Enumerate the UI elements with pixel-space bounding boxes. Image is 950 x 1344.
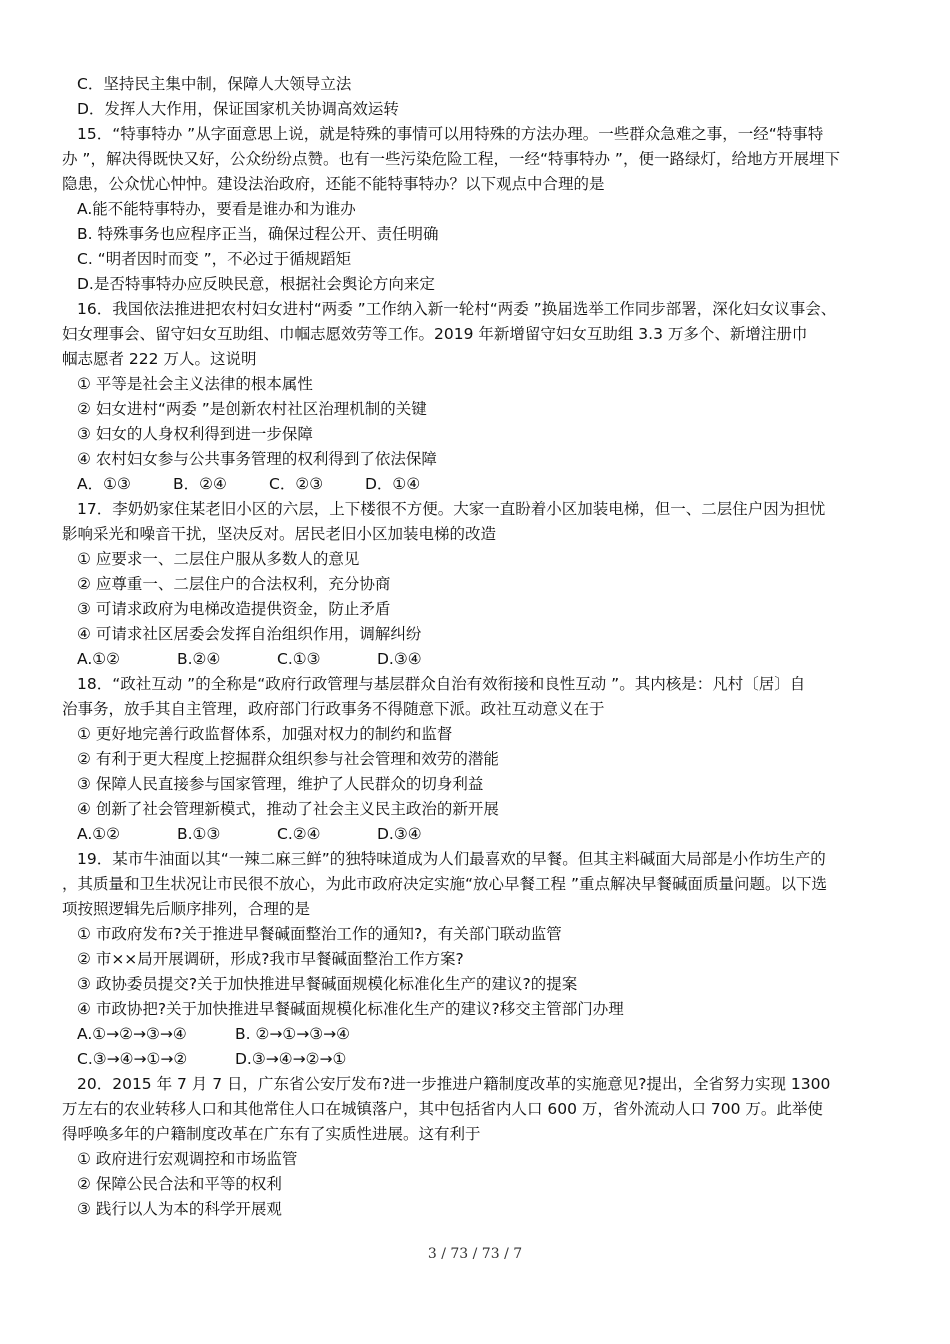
q17-item-3: ③ 可请求政府为电梯改造提供资金，防止矛盾 <box>77 600 391 618</box>
q16-stem-line: 妇女理事会、留守妇女互助组、巾帼志愿效劳等工作。2019 年新增留守妇女互助组 3.3 万多个、新增注册巾 <box>62 325 808 343</box>
q17-choice-c: C.①③ <box>277 650 321 668</box>
q19-stem-line: ，其质量和卫生状况让市民很不放心，为此市政府决定实施“放心早餐工程 ”重点解决早餐碱面质量问题。以下选 <box>62 875 827 893</box>
q18-item-2: ② 有利于更大程度上挖掘群众组织参与社会管理和效劳的潜能 <box>77 750 499 768</box>
q16-choice-c: C．②③ <box>269 475 324 493</box>
question-17 <box>62 497 888 672</box>
question-16 <box>62 297 888 497</box>
q18-stem-line: 18．“政社互动 ”的全称是“政府行政管理与基层群众自治有效衔接和良性互动 ”。其内核是：凡村〔居〕自 <box>77 675 806 693</box>
q19-item-2: ② 市××局开展调研，形成?我市早餐碱面整治工作方案? <box>77 950 464 968</box>
q18-item-3: ③ 保障人民直接参与国家管理，维护了人民群众的切身利益 <box>77 775 484 793</box>
q15-option-a: A.能不能特事特办，要看是谁办和为谁办 <box>77 200 356 218</box>
page-content <box>62 72 888 1222</box>
q16-choice-a: A．①③ <box>77 475 131 493</box>
q19-item-4: ④ 市政协把?关于加快推进早餐碱面规模化标准化生产的建议?移交主管部门办理 <box>77 1000 624 1018</box>
q15-option-c: C. “明者因时而变 ”，不必过于循规蹈矩 <box>77 250 352 268</box>
q19-choice-d: D.③→④→②→① <box>235 1050 347 1068</box>
question-20 <box>62 1072 888 1222</box>
q16-item-1: ① 平等是社会主义法律的根本属性 <box>77 375 313 393</box>
q19-item-3: ③ 政协委员提交?关于加快推进早餐碱面规模化标准化生产的建议?的提案 <box>77 975 578 993</box>
question-19 <box>62 847 888 1072</box>
q14-option-c: C．坚持民主集中制，保障人大领导立法 <box>77 75 352 93</box>
q18-stem-line: 治事务，放手其自主管理，政府部门行政事务不得随意下派。政社互动意义在于 <box>62 700 605 718</box>
q15-option-d: D.是否特事特办应反映民意，根据社会舆论方向来定 <box>77 275 435 293</box>
q18-choice-d: D.③④ <box>377 825 422 843</box>
q19-choice-a: A.①→②→③→④ <box>77 1025 187 1043</box>
question-15 <box>62 122 888 297</box>
q16-stem-line: 帼志愿者 222 万人。这说明 <box>62 350 257 368</box>
q20-item-3: ③ 践行以人为本的科学开展观 <box>77 1200 282 1218</box>
q17-item-4: ④ 可请求社区居委会发挥自治组织作用，调解纠纷 <box>77 625 422 643</box>
q17-item-1: ① 应要求一、二层住户服从多数人的意见 <box>77 550 360 568</box>
q18-choice-a: A.①② <box>77 825 121 843</box>
q18-item-4: ④ 创新了社会管理新模式，推动了社会主义民主政治的新开展 <box>77 800 499 818</box>
q16-choices <box>62 472 888 497</box>
q17-stem-line: 17．李奶奶家住某老旧小区的六层，上下楼很不方便。大家一直盼着小区加装电梯，但一、二层住户因为担忧 <box>77 500 826 518</box>
q16-choice-d: D．①④ <box>365 475 421 493</box>
q15-stem-line: 办 ”，解决得既快又好，公众纷纷点赞。也有一些污染危险工程，一经“特事特办 ”，便一路绿灯，给地方开展埋下 <box>62 150 840 168</box>
q20-stem-line: 万左右的农业转移人口和其他常住人口在城镇落户，其中包括省内人口 600 万，省外流动人口 700 万。此举使 <box>62 1100 823 1118</box>
q20-item-1: ① 政府进行宏观调控和市场监管 <box>77 1150 298 1168</box>
question-18 <box>62 672 888 847</box>
q15-stem-line: 隐患，公众忧心忡忡。建设法治政府，还能不能特事特办？以下观点中合理的是 <box>62 175 605 193</box>
q19-choice-c: C.③→④→①→② <box>77 1050 188 1068</box>
q19-choice-b: B. ②→①→③→④ <box>235 1025 351 1043</box>
q20-stem-line: 20．2015 年 7 月 7 日，广东省公安厅发布?进一步推进户籍制度改革的实施意见?提出，全省努力实现 1300 <box>77 1075 831 1093</box>
q14-options <box>62 72 888 122</box>
q16-stem-line: 16．我国依法推进把农村妇女进村“两委 ”工作纳入新一轮村“两委 ”换届选举工作同步部署，深化妇女议事会、 <box>77 300 837 318</box>
q18-choices <box>62 822 888 847</box>
q15-stem-line: 15．“特事特办 ”从字面意思上说，就是特殊的事情可以用特殊的方法办理。一些群众急难之事，一经“特事特 <box>77 125 824 143</box>
q16-choice-b: B．②④ <box>173 475 227 493</box>
q14-option-d: D．发挥人大作用，保证国家机关协调高效运转 <box>77 100 399 118</box>
q16-item-4: ④ 农村妇女参与公共事务管理的权利得到了依法保障 <box>77 450 437 468</box>
q17-choice-d: D.③④ <box>377 650 422 668</box>
q17-choice-b: B.②④ <box>177 650 221 668</box>
q16-item-3: ③ 妇女的人身权利得到进一步保障 <box>77 425 313 443</box>
q18-item-1: ① 更好地完善行政监督体系，加强对权力的制约和监督 <box>77 725 453 743</box>
q19-choices-row-1 <box>62 1022 888 1047</box>
q20-stem-line: 得呼唤多年的户籍制度改革在广东有了实质性进展。这有利于 <box>62 1125 481 1143</box>
q19-stem-line: 19．某市牛油面以其“一辣二麻三鲜”的独特味道成为人们最喜欢的早餐。但其主料碱面大局部是小作坊生产的 <box>77 850 826 868</box>
page-number: 3 / 73 / 73 / 7 <box>427 1246 523 1262</box>
q15-option-b: B. 特殊事务也应程序正当，确保过程公开、责任明确 <box>77 225 439 243</box>
q20-item-2: ② 保障公民合法和平等的权利 <box>77 1175 282 1193</box>
q18-choice-c: C.②④ <box>277 825 321 843</box>
q16-item-2: ② 妇女进村“两委 ”是创新农村社区治理机制的关键 <box>77 400 427 418</box>
q19-choices-row-2 <box>62 1047 888 1072</box>
q17-choice-a: A.①② <box>77 650 121 668</box>
q19-stem-line: 项按照逻辑先后顺序排列，合理的是 <box>62 900 311 918</box>
q17-stem-line: 影响采光和噪音干扰，坚决反对。居民老旧小区加装电梯的改造 <box>62 525 497 543</box>
q17-choices <box>62 647 888 672</box>
q18-choice-b: B.①③ <box>177 825 221 843</box>
q19-item-1: ① 市政府发布?关于推进早餐碱面整治工作的通知?，有关部门联动监管 <box>77 925 562 943</box>
q17-item-2: ② 应尊重一、二层住户的合法权利，充分协商 <box>77 575 391 593</box>
